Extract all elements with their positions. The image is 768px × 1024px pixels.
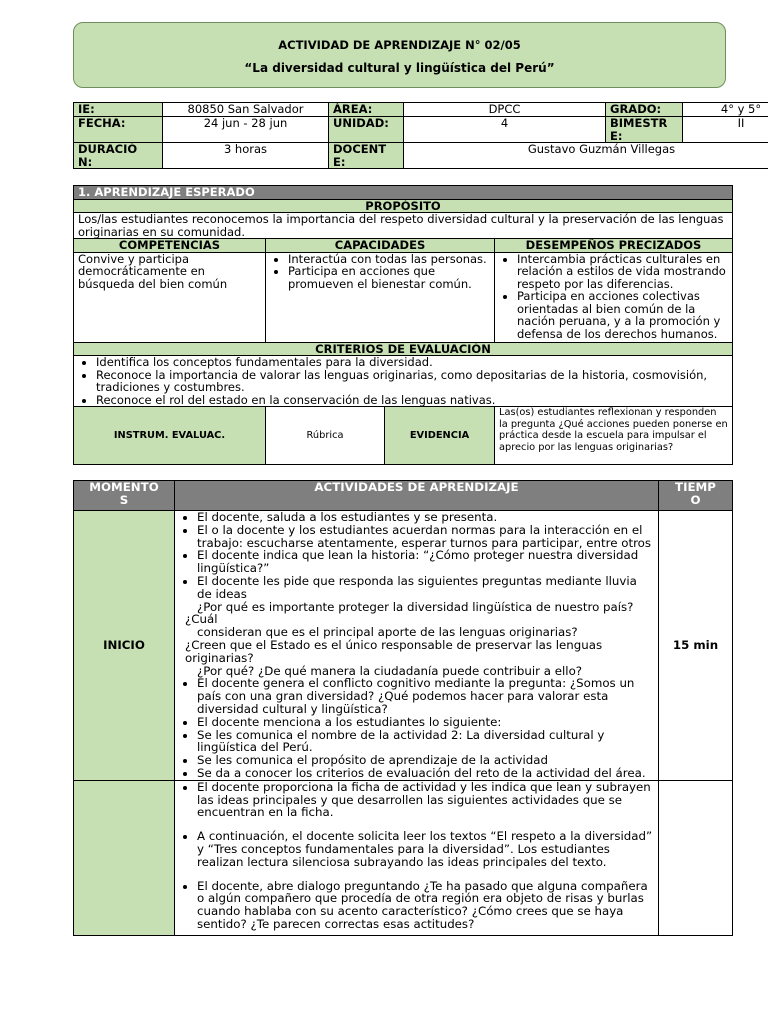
criteria-cell xyxy=(74,356,733,407)
unidad-value: 4 xyxy=(404,117,606,143)
desempenos-list xyxy=(499,253,728,341)
desempeno-item: • Intercambia prácticas culturales en relación a estilos de vida mostrando respeto por las diferencias. xyxy=(517,253,728,291)
capacidades-header: CAPACIDADES xyxy=(266,239,495,253)
duracion-label-line2: N: xyxy=(78,154,93,169)
activity-item: • Se les comunica el nombre de la actividad 2: La diversidad cultural y lingüística del Perú. xyxy=(197,729,654,755)
desempenos-header: DESEMPEÑOS PRECIZADOS xyxy=(495,239,733,253)
bimestre-label-line2: E: xyxy=(610,128,623,143)
momentos-header-line1: MOMENTO xyxy=(89,480,159,494)
duracion-label xyxy=(74,143,163,169)
question-text: ¿Creen que el Estado es el único responsable de preservar las lenguas originarias? xyxy=(185,637,603,665)
capacidades-list xyxy=(270,253,490,291)
momentos-header xyxy=(74,481,175,511)
activity-item: • El docente, saluda a los estudiantes y se presenta. xyxy=(197,511,654,524)
fecha-label: FECHA: xyxy=(74,117,163,143)
activity-item: • El docente genera el conflicto cognitivo mediante la pregunta: ¿Somos un país con una gran diversidad? ¿Qué podemos hacer para valorar esta diversidad cultural y lingüística? xyxy=(197,677,654,715)
activity-item: • Se da a conocer los criterios de evaluación del reto de la actividad del área. xyxy=(197,767,654,780)
docente-label-line2: E: xyxy=(333,154,346,169)
desarrollo-time xyxy=(659,780,733,935)
bimestre-value: II xyxy=(683,117,768,143)
inicio-list-b xyxy=(179,677,654,779)
docente-label xyxy=(329,143,404,169)
grado-label: GRADO: xyxy=(606,103,683,117)
question-text: ¿Cuál xyxy=(185,612,218,627)
area-value: DPCC xyxy=(404,103,606,117)
activity-subtitle: “La diversidad cultural y lingüística del Perú” xyxy=(244,61,555,75)
inicio-list-a xyxy=(179,511,654,601)
tiempo-header xyxy=(659,481,733,511)
evidence-value: Las(os) estudiantes reflexionan y responden la pregunta ¿Qué acciones pueden ponerse en práctica desde la escuela para impulsar el aprecio por las lenguas originarias? xyxy=(495,407,733,465)
instrument-value: Rúbrica xyxy=(266,407,385,465)
desempenos-cell xyxy=(495,252,733,342)
desarrollo-list xyxy=(179,781,654,931)
activity-item: • A continuación, el docente solicita leer los textos “El respeto a la diversidad” y “Tres conceptos fundamentales para la diversidad”. Los estudiantes realizan lectura silenciosa subrayando las ideas principales del texto. xyxy=(197,830,654,868)
activity-item: • El docente proporciona la ficha de actividad y les indica que lean y subrayen las ideas principales y que desarrollen las siguientes actividades que se encuentran en la ficha. xyxy=(197,781,654,819)
unidad-label: UNIDAD: xyxy=(329,117,404,143)
docente-value: Gustavo Guzmán Villegas xyxy=(404,143,768,169)
activities-table xyxy=(73,480,733,936)
desarrollo-activities xyxy=(175,780,659,935)
question-text: ¿Por qué es importante proteger la diversidad lingüística de nuestro país? xyxy=(197,599,634,614)
duracion-label-line1: DURACIÓ xyxy=(78,142,138,156)
inicio-time: 15 min xyxy=(659,511,733,781)
criteria-item: • Identifica los conceptos fundamentales para la diversidad. xyxy=(96,356,728,369)
ie-label: IE: xyxy=(74,103,163,117)
competencias-header: COMPETENCIAS xyxy=(74,239,266,253)
instrument-label: INSTRUM. EVALUAC. xyxy=(74,407,266,465)
criteria-title: CRITERIOS DE EVALUACIÓN xyxy=(74,342,733,356)
docente-label-line1: DOCENT xyxy=(333,142,387,156)
desarrollo-label xyxy=(74,780,175,935)
activity-item: • El docente les pide que responda las siguientes preguntas mediante lluvia de ideas xyxy=(197,575,654,601)
area-label: ÁREA: xyxy=(329,103,404,117)
competencia-text: Convive y participa democráticamente en búsqueda del bien común xyxy=(74,252,266,342)
evidence-label: EVIDENCIA xyxy=(385,407,495,465)
criteria-item: • Reconoce el rol del estado en la conservación de las lenguas nativas. xyxy=(96,394,728,407)
activity-item: • El o la docente y los estudiantes acuerdan normas para la interacción en el trabajo: escucharse atentamente, esperar turnos para participar, entre otros xyxy=(197,524,654,550)
fecha-value: 24 jun - 28 jun xyxy=(163,117,329,143)
criteria-item: • Reconoce la importancia de valorar las lenguas originarias, como depositarias de la historia, cosmovisión, tradiciones y costumbres. xyxy=(96,369,728,394)
tiempo-header-line1: TIEMP xyxy=(675,480,716,494)
activity-item: • El docente menciona a los estudiantes lo siguiente: xyxy=(197,716,654,729)
purpose-title: PROPÓSITO xyxy=(74,199,733,213)
inicio-label: INICIO xyxy=(74,511,175,781)
activity-item: • El docente indica que lean la historia: “¿Cómo proteger nuestra diversidad lingüística?” xyxy=(197,549,654,575)
learning-table xyxy=(73,185,733,465)
grado-value: 4° y 5° xyxy=(683,103,768,117)
momentos-header-line2: S xyxy=(119,492,129,507)
actividades-header: ACTIVIDADES DE APRENDIZAJE xyxy=(175,481,659,511)
desempeno-item: • Participa en acciones colectivas orientadas al bien común de la nación peruana, y a la promoción y defensa de los derechos humanos. xyxy=(517,290,728,340)
criteria-list xyxy=(78,356,728,406)
purpose-text: Los/las estudiantes reconocemos la importancia del respeto diversidad cultural y la preservación de las lenguas originarias en su comunidad. xyxy=(74,213,733,239)
duracion-value: 3 horas xyxy=(163,143,329,169)
bimestre-label-line1: BIMESTR xyxy=(610,116,668,130)
capacidad-item: • Participa en acciones que promueven el bienestar común. xyxy=(288,265,490,290)
activity-title: ACTIVIDAD DE APRENDIZAJE N° 02/05 xyxy=(278,38,521,52)
learning-section-title: 1. APRENDIZAJE ESPERADO xyxy=(74,186,733,200)
ie-value: 80850 San Salvador xyxy=(163,103,329,117)
question-text: consideran que es el principal aporte de las lenguas originarias? xyxy=(197,625,578,640)
tiempo-header-line2: O xyxy=(690,492,701,507)
title-box xyxy=(73,22,726,88)
activity-item: • El docente, abre dialogo preguntando ¿Te ha pasado que alguna compañera o algún compañero que procedía de otra región era objeto de risas y burlas cuando hablaba con su acento característico? ¿Cómo crees que se haya sentido? ¿Te parecen correctas esas actitudes? xyxy=(197,880,654,931)
capacidades-cell xyxy=(266,252,495,342)
inicio-activities xyxy=(175,511,659,781)
bimestre-label xyxy=(606,117,683,143)
info-table xyxy=(73,102,768,169)
capacidad-item: • Interactúa con todas las personas. xyxy=(288,253,490,266)
activity-item: • Se les comunica el propósito de aprendizaje de la actividad xyxy=(197,754,654,767)
question-text: ¿Por qué? ¿De qué manera la ciudadanía puede contribuir a ello? xyxy=(197,663,583,678)
